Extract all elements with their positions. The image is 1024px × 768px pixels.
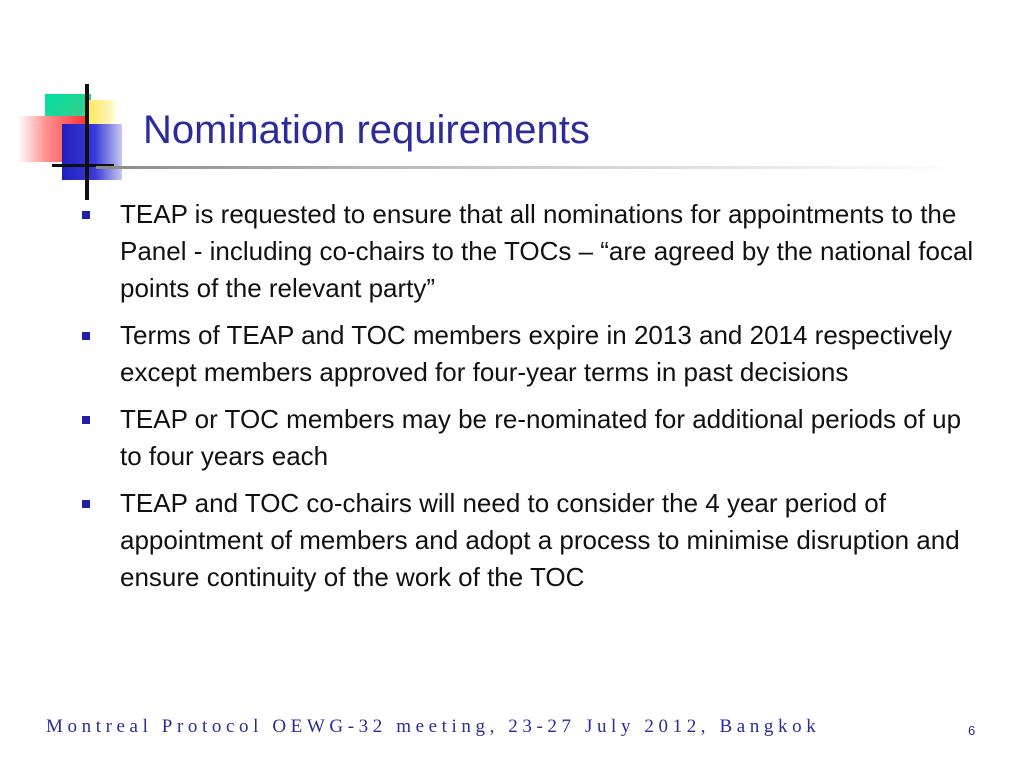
vertical-line	[85, 84, 89, 200]
page-number: 6	[968, 723, 976, 738]
bullet-list	[82, 196, 982, 606]
bullet-item	[82, 401, 982, 475]
bullet-item	[82, 196, 982, 307]
bullet-item	[82, 317, 982, 391]
bullet-text: TEAP is requested to ensure that all nominations for appointments to the Panel - including co-chairs to the TOCs – “are agreed by the national focal points of the relevant party”	[120, 199, 974, 303]
slide-footer: Montreal Protocol OEWG-32 meeting, 23-27 July 2012, Bangkok	[46, 716, 821, 737]
bullet-item	[82, 485, 982, 596]
bullet-text: Terms of TEAP and TOC members expire in 2013 and 2014 respectively except members approved for four-year terms in past decisions	[120, 320, 952, 387]
square-bullet-icon	[82, 416, 90, 424]
square-bullet-icon	[82, 211, 90, 219]
title-underline	[96, 166, 966, 169]
bullet-text: TEAP and TOC co-chairs will need to consider the 4 year period of appointment of members and adopt a process to minimise disruption and ensure continuity of the work of the TOC	[120, 488, 960, 592]
bullet-text: TEAP or TOC members may be re-nominated for additional periods of up to four years each	[120, 404, 962, 471]
blue-square	[62, 124, 122, 180]
decorative-squares-logo-icon	[18, 84, 138, 204]
square-bullet-icon	[82, 500, 90, 508]
square-bullet-icon	[82, 332, 90, 340]
slide-title: Nomination requirements	[143, 108, 590, 152]
